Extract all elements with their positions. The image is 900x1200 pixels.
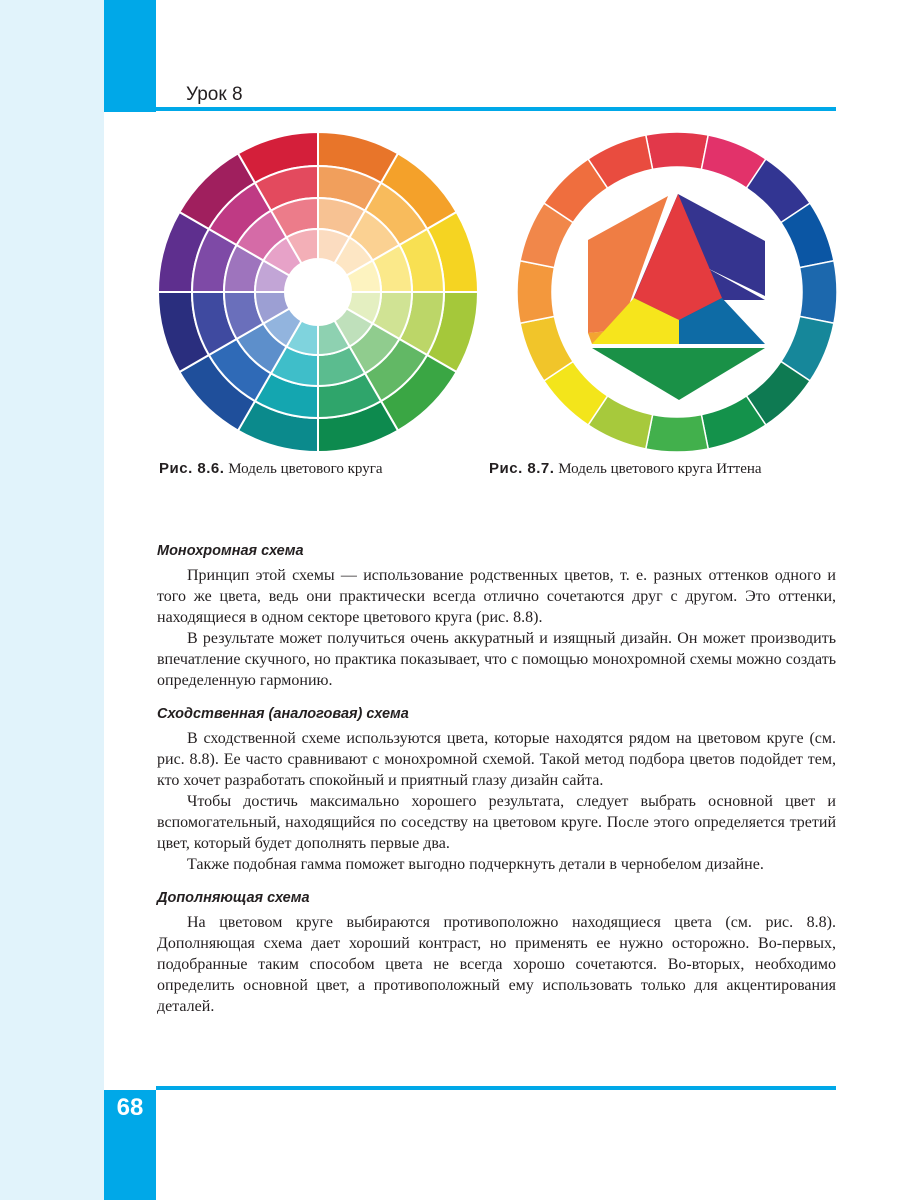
body-text xyxy=(157,541,836,1030)
section-analogous xyxy=(157,704,836,875)
paragraph: Чтобы достичь максимально хорошего результата, следует выбрать основной цвет и вспомогательный, находящийся по соседству на цветовом круге. После этого определяется третий цвет, который будет дополнять первые два. xyxy=(157,793,836,852)
lesson-title: Урок 8 xyxy=(186,84,243,105)
paragraph: Также подобная гамма поможет выгодно подчеркнуть детали в чернобелом дизайне. xyxy=(187,856,764,873)
header-rule xyxy=(156,107,836,111)
itten-ring-segment xyxy=(517,261,554,323)
itten-ring-segment xyxy=(646,132,708,169)
hexagon-piece-bottom xyxy=(592,348,765,400)
wheel-center xyxy=(286,260,350,324)
itten-wheel-figure xyxy=(516,131,838,453)
paragraph: В результате может получиться очень аккуратный и изящный дизайн. Он может производить впечатление скучного, но практика показывает, что с помощью монохромной схемы можно создать определенную гармонию. xyxy=(157,630,836,689)
paragraph: В сходственной схеме используются цвета, которые находятся рядом на цветовом круге (см. рис. 8.8). Ее часто сравнивают с монохромной схемой. Такой метод подбора цветов подойдет тем, кто хочет разработать спокойный и приятный глазу дизайн сайта. xyxy=(157,730,836,789)
section-heading: Сходственная (аналоговая) схема xyxy=(157,706,409,722)
paragraph: Принцип этой схемы — использование родственных цветов, т. е. разных оттенков одного и того же цвета, ведь они практически всегда отлично сочетаются друг с другом. Это оттенки, находящиеся в одном секторе цветового круга (рис. 8.8). xyxy=(157,567,836,626)
figure-caption-8-6 xyxy=(159,460,383,478)
itten-ring-segment xyxy=(646,415,708,452)
footer-rule xyxy=(156,1086,836,1090)
side-accent-strip-top xyxy=(104,0,156,112)
color-wheel-figure xyxy=(157,131,479,453)
paragraph: На цветовом круге выбираются противоположно находящиеся цвета (см. рис. 8.8). Дополняющая схема дает хороший контраст, но применять ее нужно осторожно. Во-первых, подобранные таким способом цвета не всегда хорошо сочетаются. Во-вторых, необходимо определить основной цвет, а противоположный ему использовать только для акцентирования деталей. xyxy=(157,914,836,1015)
figure-caption-8-7 xyxy=(489,460,762,478)
section-heading: Дополняющая схема xyxy=(157,890,310,906)
itten-ring-segment xyxy=(800,261,837,323)
page-number: 68 xyxy=(116,1094,144,1121)
figure-caption-text: Модель цветового круга Иттена xyxy=(558,461,762,477)
figure-label: Рис. 8.6. xyxy=(159,460,225,477)
section-monochrome xyxy=(157,541,836,691)
side-panel xyxy=(0,0,104,1200)
figure-caption-text: Модель цветового круга xyxy=(228,461,383,477)
section-heading: Монохромная схема xyxy=(157,543,304,559)
figure-label: Рис. 8.7. xyxy=(489,460,555,477)
section-complementary xyxy=(157,888,836,1017)
